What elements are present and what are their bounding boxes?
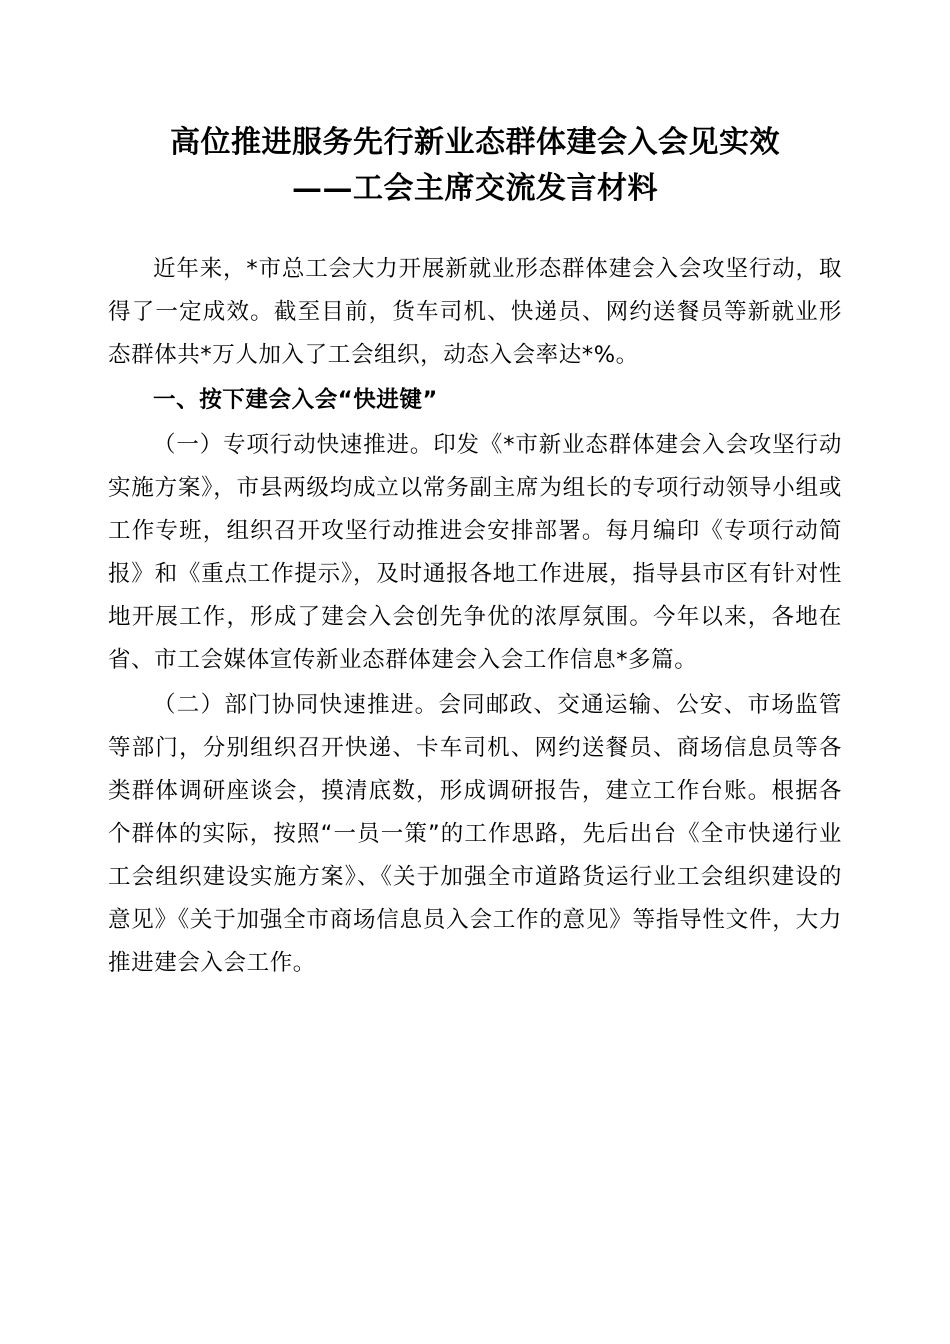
page-title: [108, 120, 842, 212]
paragraph-intro: 近年来，*市总工会大力开展新就业形态群体建会入会攻坚行动，取得了一定成效。截至目前，货车司机、快递员、网约送餐员等新就业形态群体共*万人加入了工会组织，动态入会率达*%。: [108, 256, 842, 368]
title-line-main: 高位推进服务先行新业态群体建会入会见实效: [170, 125, 780, 160]
paragraph-section1-item1: （一）专项行动快速推进。印发《*市新业态群体建会入会攻坚行动实施方案》，市县两级均成立以常务副主席为组长的专项行动领导小组或工作专班，组织召开攻坚行动推进会安排部署。每月编印《专项行动简报》和《重点工作提示》，及时通报各地工作进展，指导县市区有针对性地开展工作，形成了建会入会创先争优的浓厚氛围。今年以来，各地在省、市工会媒体宣传新业态群体建会入会工作信息*多篇。: [108, 432, 842, 673]
paragraph-section1-item2: （二）部门协同快速推进。会同邮政、交通运输、公安、市场监管等部门，分别组织召开快递、卡车司机、网约送餐员、商场信息员等各类群体调研座谈会，摸清底数，形成调研报告，建立工作台账。根据各个群体的实际，按照“一员一策”的工作思路，先后出台《全市快递行业工会组织建设实施方案》、《关于加强全市道路货运行业工会组织建设的意见》《关于加强全市商场信息员入会工作的意见》等指导性文件，大力推进建会入会工作。: [108, 692, 842, 976]
section-heading-1: 一、按下建会入会“快进键”: [153, 387, 438, 413]
title-line-subtitle: ——工会主席交流发言材料: [292, 171, 658, 206]
